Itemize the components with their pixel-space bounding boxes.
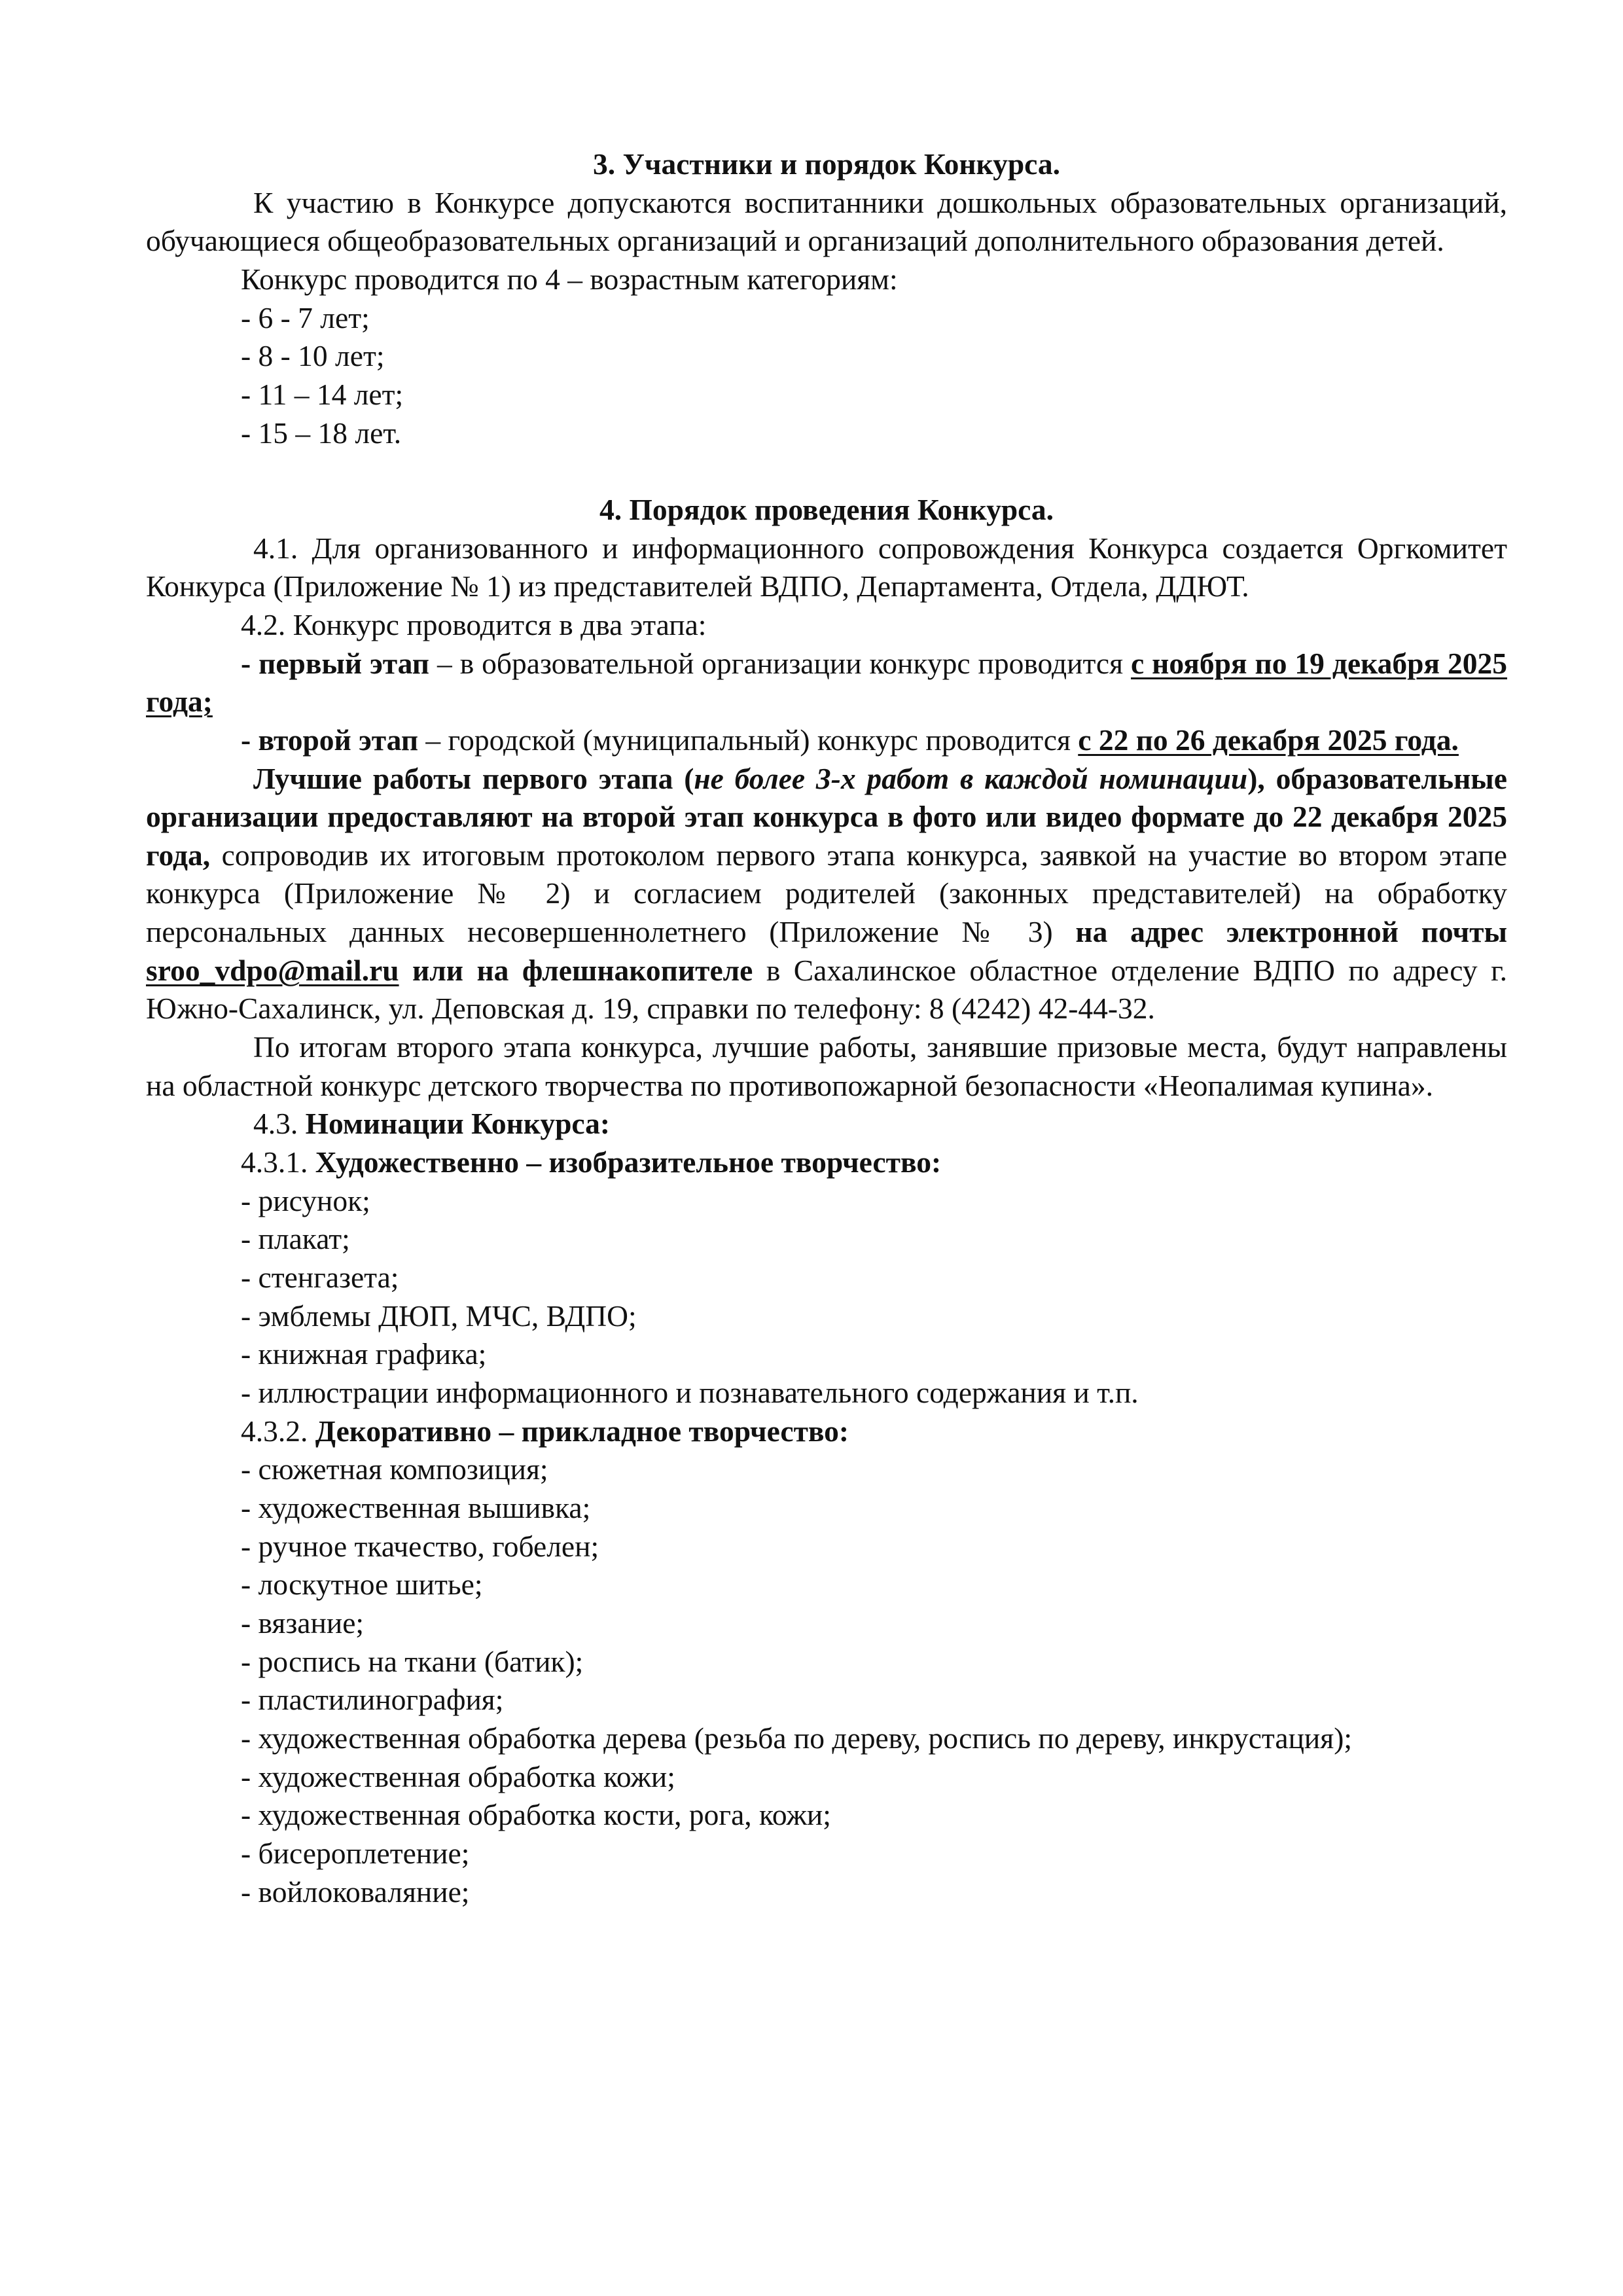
nomination-item: - иллюстрации информационного и познавательного содержания и т.п. (241, 1376, 1139, 1409)
nomination-1-number: 4.3.1. (241, 1145, 315, 1179)
age-categories-list (146, 299, 1507, 453)
best-works-text: сопроводив их итоговым протоколом первого этапа конкурса, заявкой на участие во втором этапе конкурса (Приложение № 2) и согласием родителей (законных представителей) на обработку персональных данных несовершеннолетнего (Приложение № 3) (146, 838, 1507, 949)
nomination-item: - художественная вышивка; (241, 1490, 591, 1524)
nomination-2-title: Декоративно – прикладное творчество: (315, 1414, 849, 1448)
stage-2-dates: с 22 по 26 декабря 2025 года. (1078, 723, 1459, 757)
age-category-item: - 15 – 18 лет. (241, 416, 402, 450)
nomination-item: - художественная обработка дерева (резьба по дереву, роспись по дереву, инкрустация); (241, 1721, 1352, 1755)
age-category-item: - 8 - 10 лет; (241, 339, 385, 373)
nomination-item: - ручное ткачество, гобелен; (241, 1529, 599, 1563)
stage-2-text: – городской (муниципальный) конкурс проводится (418, 723, 1079, 757)
nomination-2-heading (146, 1412, 1507, 1451)
email-lead: на адрес электронной почты (1075, 915, 1507, 949)
nomination-item: - войлоковаляние; (241, 1874, 470, 1909)
age-category-item: - 6 - 7 лет; (241, 300, 370, 334)
spacer (146, 452, 1507, 491)
email-link[interactable]: sroo_vdpo@mail.ru (146, 953, 399, 987)
stage-1-label: - первый этап (241, 646, 430, 680)
stage-2-label: - второй этап (241, 723, 419, 757)
nomination-1-title: Художественно – изобразительное творчество: (315, 1145, 942, 1179)
stage-1-dates: с ноября по 19 декабря 2025 года; (146, 646, 1507, 719)
nomination-item: - книжная графика; (241, 1337, 487, 1371)
address-text: в Сахалинское областное отделение ВДПО по адресу г. Южно-Сахалинск, ул. Деповская д. 19, справки по телефону: 8 (4242) 42-44-32. (146, 953, 1507, 1026)
stage-2-paragraph (146, 721, 1507, 760)
section-3-intro-paragraph: К участию в Конкурсе допускаются воспитанники дошкольных образовательных организаций, обучающиеся общеобразовательных организаций и организаций дополнительного образования детей. (146, 185, 1507, 258)
nomination-2-number: 4.3.2. (241, 1414, 315, 1448)
nomination-2-list (146, 1450, 1507, 1911)
paragraph-4-2: 4.2. Конкурс проводится в два этапа: (241, 607, 707, 641)
nomination-item: - сюжетная композиция; (241, 1452, 548, 1486)
nomination-item: - пластилинография; (241, 1683, 504, 1717)
nominations-number: 4.3. (253, 1107, 306, 1141)
nomination-item: - роспись на ткани (батик); (241, 1644, 584, 1678)
best-works-lead: Лучшие работы первого этапа ( (253, 761, 694, 795)
nomination-item: - рисунок; (241, 1183, 370, 1217)
flash-drive-text: или на флешнакопителе (399, 953, 753, 987)
age-category-item: - 11 – 14 лет; (241, 377, 404, 411)
nominations-title: Номинации Конкурса: (305, 1107, 611, 1141)
section-4-heading: 4. Порядок проведения Конкурса. (599, 492, 1054, 526)
best-works-note: не более 3-х работ в каждой номинации (694, 761, 1248, 795)
stage-1-text: – в образовательной организации конкурс проводится (429, 646, 1131, 680)
stage-1-paragraph (146, 645, 1507, 721)
nomination-item: - художественная обработка кости, рога, кожи; (241, 1798, 831, 1832)
nomination-item: - бисероплетение; (241, 1836, 470, 1870)
best-works-paragraph (146, 760, 1507, 1029)
section-3-heading: 3. Участники и порядок Конкурса. (592, 147, 1061, 181)
nominations-heading (146, 1105, 1507, 1143)
nomination-item: - стенгазета; (241, 1261, 399, 1295)
nomination-1-heading (146, 1143, 1507, 1182)
nomination-1-list (146, 1182, 1507, 1412)
document-page (146, 145, 1507, 1911)
nomination-item: - плакат; (241, 1222, 350, 1256)
nomination-item: - художественная обработка кожи; (241, 1759, 675, 1793)
paragraph-4-1: 4.1. Для организованного и информационного сопровождения Конкурса создается Оргкомитет Конкурса (Приложение № 1) из представителей ВДПО, Департамента, Отдела, ДДЮТ. (146, 531, 1507, 603)
best-works-bold-continuation: ), образовательные организации предоставляют на второй этап конкурса в фото или видео формате до 22 декабря 2025 года, (146, 761, 1508, 872)
nomination-item: - лоскутное шитье; (241, 1568, 483, 1602)
age-categories-intro: Конкурс проводится по 4 – возрастным категориям: (241, 262, 898, 296)
nomination-item: - вязание; (241, 1605, 365, 1640)
nomination-item: - эмблемы ДЮП, МЧС, ВДПО; (241, 1299, 637, 1333)
results-paragraph: По итогам второго этапа конкурса, лучшие работы, занявшие призовые места, будут направлены на областной конкурс детского творчества по противопожарной безопасности «Неопалимая купина». (146, 1030, 1507, 1102)
